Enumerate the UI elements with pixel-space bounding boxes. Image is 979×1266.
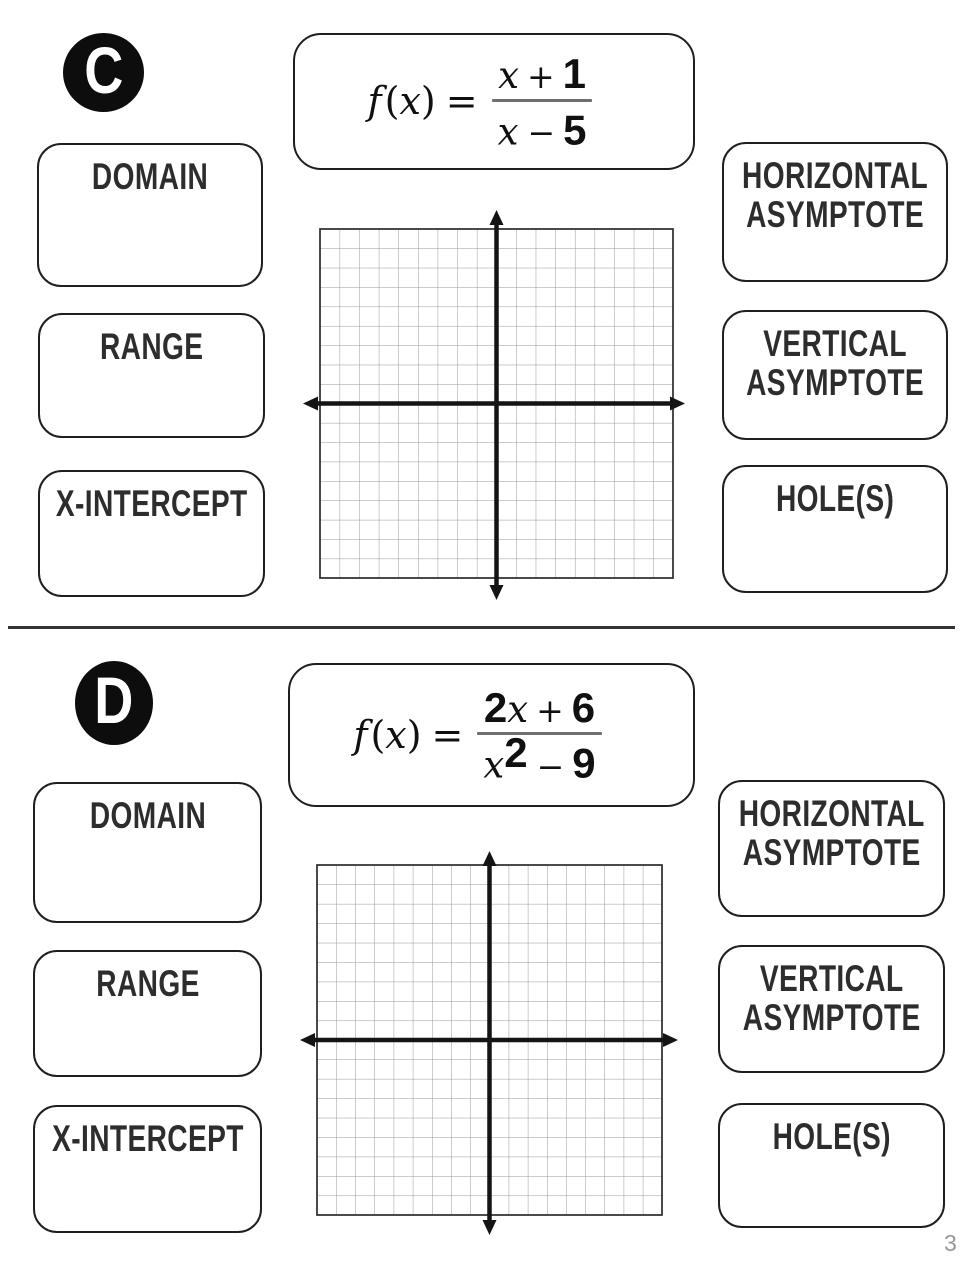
denominator-constant: 9 [572, 739, 596, 787]
numerator-coefficient: 2 [483, 683, 508, 731]
holes-label: HOLE(S) [775, 478, 895, 519]
formula-fraction [477, 683, 601, 787]
formula-arg: x [399, 79, 421, 124]
numerator-constant: 6 [571, 683, 596, 731]
section-c-domain-box[interactable] [37, 143, 263, 287]
section-c-holes-box[interactable] [722, 465, 948, 593]
formula-equals: = [445, 79, 478, 124]
denominator-variable: x [497, 110, 519, 154]
x-intercept-label: X-INTERCEPT [51, 1118, 244, 1159]
section-d-vertical-asymptote-box[interactable] [718, 945, 945, 1073]
section-d-formula [353, 683, 601, 787]
formula-func: f [353, 712, 368, 757]
domain-label: DOMAIN [89, 795, 206, 836]
denominator-operator: − [527, 113, 556, 153]
section-d-x-intercept-box[interactable] [33, 1105, 262, 1233]
horizontal-asymptote-label: HORIZONTAL ASYMPTOTE [738, 793, 925, 874]
section-d-range-box[interactable] [33, 950, 262, 1077]
x-axis-right-arrow-icon [670, 397, 685, 411]
formula-paren-open: ( [370, 712, 386, 757]
formula-equals: = [431, 712, 464, 757]
section-d-formula-box [288, 663, 695, 807]
section-c-badge [63, 33, 144, 112]
denominator-exponent: 2 [504, 729, 528, 777]
section-c-formula-box [293, 33, 695, 170]
formula-paren-close: ) [406, 712, 422, 757]
section-c-x-intercept-box[interactable] [38, 470, 265, 597]
section-d-letter: D [94, 663, 134, 737]
x-intercept-label: X-INTERCEPT [55, 483, 248, 524]
section-divider [8, 626, 955, 629]
numerator-constant: 1 [562, 50, 586, 97]
y-axis-up-arrow-icon [490, 210, 504, 225]
section-c-formula [367, 50, 593, 154]
range-label: RANGE [99, 326, 204, 367]
y-axis-down-arrow-icon [490, 585, 504, 600]
horizontal-asymptote-label: HORIZONTAL ASYMPTOTE [741, 155, 929, 236]
numerator-variable: x [507, 687, 529, 731]
numerator-variable: x [498, 54, 519, 97]
section-d-horizontal-asymptote-box[interactable] [718, 780, 945, 917]
section-d-coordinate-grid[interactable] [294, 845, 686, 1240]
y-axis-down-arrow-icon [483, 1220, 497, 1235]
page-number: 3 [944, 1230, 957, 1256]
section-c-letter: C [83, 32, 124, 107]
vertical-asymptote-label: VERTICAL ASYMPTOTE [742, 958, 921, 1039]
range-label: RANGE [95, 963, 200, 1004]
holes-label: HOLE(S) [772, 1116, 891, 1157]
formula-arg: x [385, 712, 407, 757]
formula-fraction [492, 50, 593, 154]
x-axis-right-arrow-icon [663, 1033, 678, 1047]
denominator-constant: 5 [563, 106, 587, 154]
section-c-vertical-asymptote-box[interactable] [722, 310, 948, 440]
fraction-bar [492, 99, 593, 102]
section-d-holes-box[interactable] [718, 1103, 945, 1228]
section-c-coordinate-grid[interactable] [296, 205, 692, 605]
x-axis-left-arrow-icon [300, 1033, 315, 1047]
denominator-variable: x [483, 743, 505, 787]
vertical-asymptote-label: VERTICAL ASYMPTOTE [746, 323, 924, 404]
denominator-exponent [518, 96, 519, 143]
section-d-domain-box[interactable] [33, 782, 262, 923]
section-c-horizontal-asymptote-box[interactable] [722, 142, 948, 282]
x-axis-left-arrow-icon [303, 397, 318, 411]
formula-paren-open: ( [384, 79, 400, 124]
fraction-bar [477, 732, 601, 735]
section-d-badge [75, 661, 153, 745]
section-c-range-box[interactable] [38, 313, 265, 438]
formula-paren-close: ) [420, 79, 436, 124]
formula-func: f [367, 79, 382, 124]
domain-label: DOMAIN [91, 156, 209, 197]
numerator-operator: + [536, 690, 564, 730]
numerator-operator: + [526, 57, 555, 96]
denominator-operator: − [536, 746, 565, 786]
y-axis-up-arrow-icon [483, 851, 497, 866]
